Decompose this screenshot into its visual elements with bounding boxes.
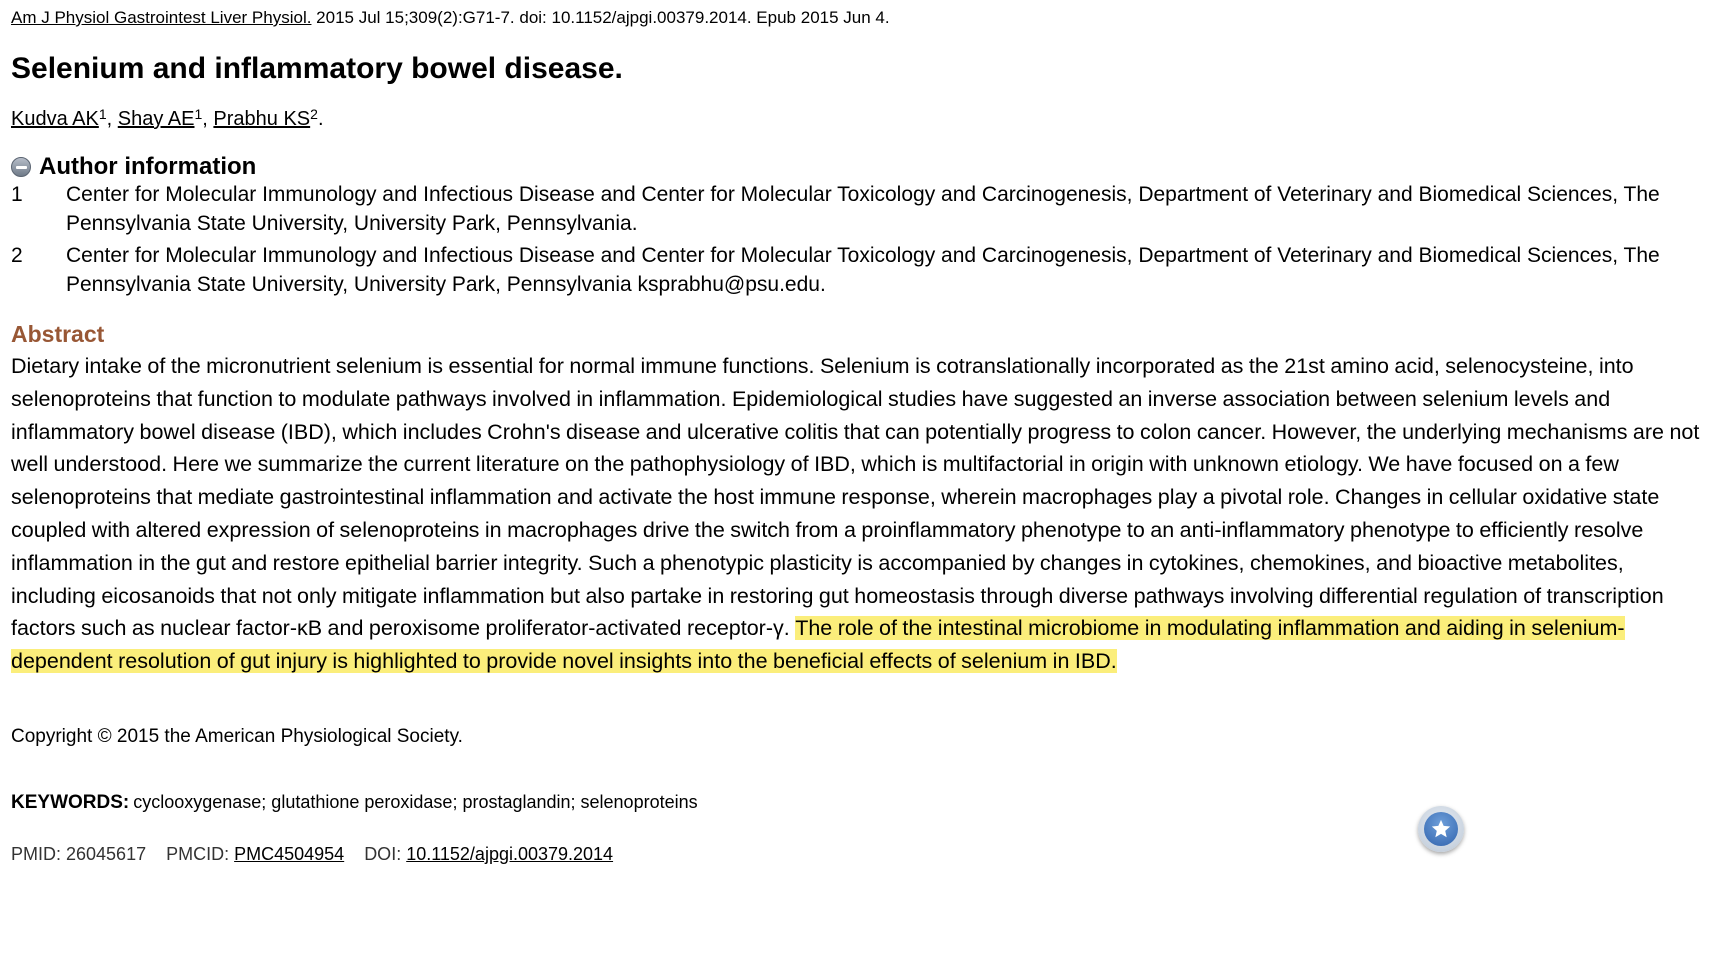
- collapse-minus-icon[interactable]: [11, 157, 31, 177]
- keywords-line: [11, 790, 698, 815]
- affiliation-item: [11, 180, 1706, 238]
- doi-link[interactable]: 10.1152/ajpgi.00379.2014: [406, 844, 614, 864]
- star-favorite-icon[interactable]: [1418, 806, 1464, 852]
- affiliation-text: Center for Molecular Immunology and Infectious Disease and Center for Molecular Toxicology and Carcinogenesis, Department of Veterinary and Biomedical Sciences, The Pennsylvania State University, University Park, Pennsylvania.: [66, 183, 1660, 235]
- author-link[interactable]: Shay AE: [117, 108, 195, 130]
- keywords-text: cyclooxygenase; glutathione peroxidase; prostaglandin; selenoproteins: [133, 792, 698, 812]
- citation-line: [11, 7, 890, 29]
- affiliation-item: [11, 241, 1706, 299]
- affiliation-list: [11, 180, 1706, 302]
- abstract-text: Dietary intake of the micronutrient selenium is essential for normal immune functions. Selenium is cotranslationally incorporated as the 21st amino acid, selenocysteine, into selenoproteins that function to modulate pathways involved in inflammation. Epidemiological studies have suggested an inverse association between selenium levels and inflammatory bowel disease (IBD), which includes Crohn's disease and ulcerative colitis that can potentially progress to colon cancer. However, the underlying mechanisms are not well understood. Here we summarize the current literature on the pathophysiology of IBD, which is multifactorial in origin with unknown etiology. We have focused on a few selenoproteins that mediate gastrointestinal inflammation and activate the host immune response, wherein macrophages play a pivotal role. Changes in cellular oxidative state coupled with altered expression of selenoproteins in macrophages drive the switch from a proinflammatory phenotype to an anti-inflammatory phenotype to efficiently resolve inflammation in the gut and restore epithelial barrier integrity. Such a phenotypic plasticity is accompanied by changes in cytokines, chemokines, and bioactive metabolites, including eicosanoids that not only mitigate inflammation but also partake in restoring gut homeostasis through diverse pathways involving differential regulation of transcription factors such as nuclear factor-κB and peroxisome proliferator-activated receptor-γ.: [11, 354, 1700, 641]
- doi-label: DOI:: [364, 844, 407, 864]
- author-affiliation-number: 1: [98, 106, 107, 122]
- abstract-highlighted-text: The role of the intestinal microbiome in modulating inflammation and aiding in selenium-dependent resolution of gut injury is highlighted to provide novel insights into the beneficial effects of selenium in IBD.: [11, 616, 1625, 674]
- author-link[interactable]: Prabhu KS: [213, 108, 311, 130]
- pmcid-link[interactable]: PMC4504954: [234, 844, 345, 864]
- affiliation-number: 1: [11, 183, 23, 206]
- article-title: Selenium and inflammatory bowel disease.: [11, 52, 623, 85]
- abstract-heading: Abstract: [11, 321, 105, 347]
- journal-link[interactable]: Am J Physiol Gastrointest Liver Physiol.: [11, 8, 312, 27]
- affiliation-number: 2: [11, 244, 23, 267]
- author-information-toggle[interactable]: [11, 153, 256, 181]
- author-list: [11, 106, 324, 132]
- citation-details: 2015 Jul 15;309(2):G71-7. doi: 10.1152/ajpgi.00379.2014. Epub 2015 Jun 4.: [311, 8, 890, 27]
- author-affiliation-number: 2: [310, 106, 318, 122]
- author-link[interactable]: Kudva AK: [11, 108, 99, 130]
- abstract-body: [11, 350, 1711, 678]
- affiliation-text: Center for Molecular Immunology and Infectious Disease and Center for Molecular Toxicology and Carcinogenesis, Department of Veterinary and Biomedical Sciences, The Pennsylvania State University, University Park, Pennsylvania ksprabhu@psu.edu.: [66, 244, 1660, 296]
- pmcid-label: PMCID:: [166, 844, 235, 864]
- keywords-label: KEYWORDS:: [11, 792, 130, 813]
- star-icon: [1424, 812, 1458, 846]
- author-separator: ,: [106, 108, 118, 130]
- copyright-notice: Copyright © 2015 the American Physiological Society.: [11, 726, 463, 747]
- author-separator: ,: [202, 108, 214, 130]
- author-information-heading: Author information: [39, 153, 257, 180]
- identifier-line: [11, 842, 613, 866]
- pmid: PMID: 26045617: [11, 844, 147, 864]
- author-separator: .: [317, 108, 324, 130]
- author-affiliation-number: 1: [194, 106, 203, 122]
